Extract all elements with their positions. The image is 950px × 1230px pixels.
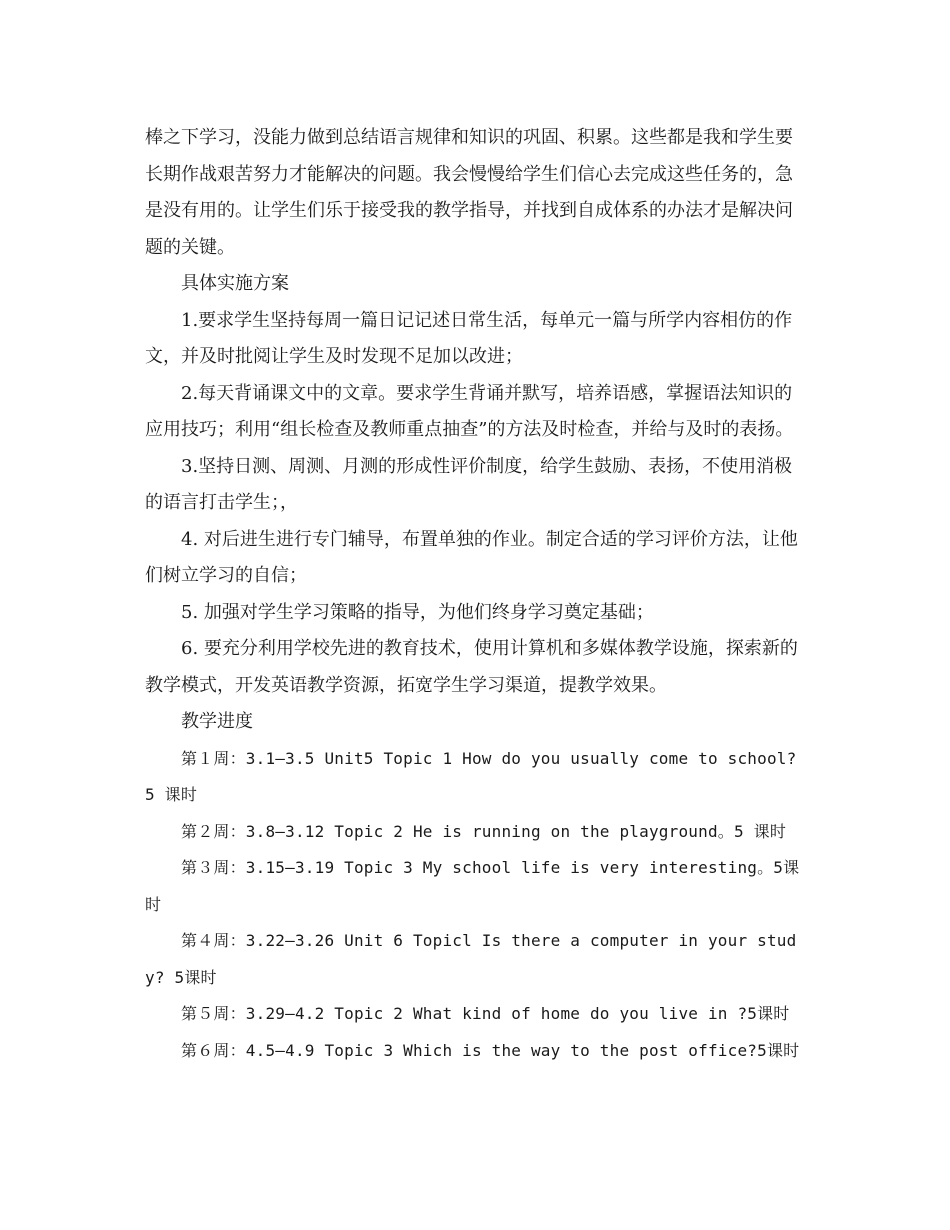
document-body: [145, 120, 810, 1069]
plan-item-5: 5. 加强对学生学习策略的指导，为他们终身学习奠定基础；: [181, 601, 654, 623]
plan-item-3: 3.坚持日测、周测、月测的形成性评价制度，给学生鼓励、表扬，不使用消极的语言打击学生；，: [145, 455, 793, 513]
heading-teaching-schedule: 教学进度: [181, 711, 253, 732]
paragraph-problems-summary: 棒之下学习，没能力做到总结语言规律和知识的巩固、积累。这些都是我和学生要长期作战艰苦努力才能解决的问题。我会慢慢给学生们信心去完成这些任务的，急是没有用的。让学生们乐于接受我的教学指导，并找到自成体系的办法才是解决问题的关键。: [145, 127, 793, 258]
plan-item-1: 1.要求学生坚持每周一篇日记记述日常生活，每单元一篇与所学内容相仿的作文，并及时批阅让学生及时发现不足加以改进；: [145, 309, 793, 367]
heading-implementation-plan: 具体实施方案: [181, 273, 289, 294]
schedule-week-1: 第１周：3.1—3.5 Unit5 Topic 1 How do you usually come to school? 5 课时: [145, 748, 797, 804]
plan-item-6: 6. 要充分利用学校先进的教育技术，使用计算机和多媒体教学设施，探索新的教学模式，开发英语教学资源，拓宽学生学习渠道，提教学效果。: [145, 638, 798, 696]
schedule-week-2: 第２周：3.8—3.12 Topic 2 He is running on the playground。5 课时: [181, 821, 787, 841]
schedule-week-3: 第３周：3.15—3.19 Topic 3 My school life is very interesting。5课时: [145, 858, 800, 914]
schedule-week-6: 第６周：4.5—4.9 Topic 3 Which is the way to the post office?5课时: [181, 1040, 800, 1060]
plan-item-4: 4. 对后进生进行专门辅导，布置单独的作业。制定合适的学习评价方法，让他们树立学习的自信；: [145, 528, 798, 586]
schedule-week-4: 第４周：3.22—3.26 Unit 6 Topicl Is there a computer in your study? 5课时: [145, 931, 797, 987]
plan-item-2: 2.每天背诵课文中的文章。要求学生背诵并默写，培养语感，掌握语法知识的应用技巧；利用“组长检查及教师重点抽查”的方法及时检查，并给与及时的表扬。: [145, 382, 794, 440]
schedule-week-5: 第５周：3.29—4.2 Topic 2 What kind of home do you live in ?5课时: [181, 1004, 790, 1023]
